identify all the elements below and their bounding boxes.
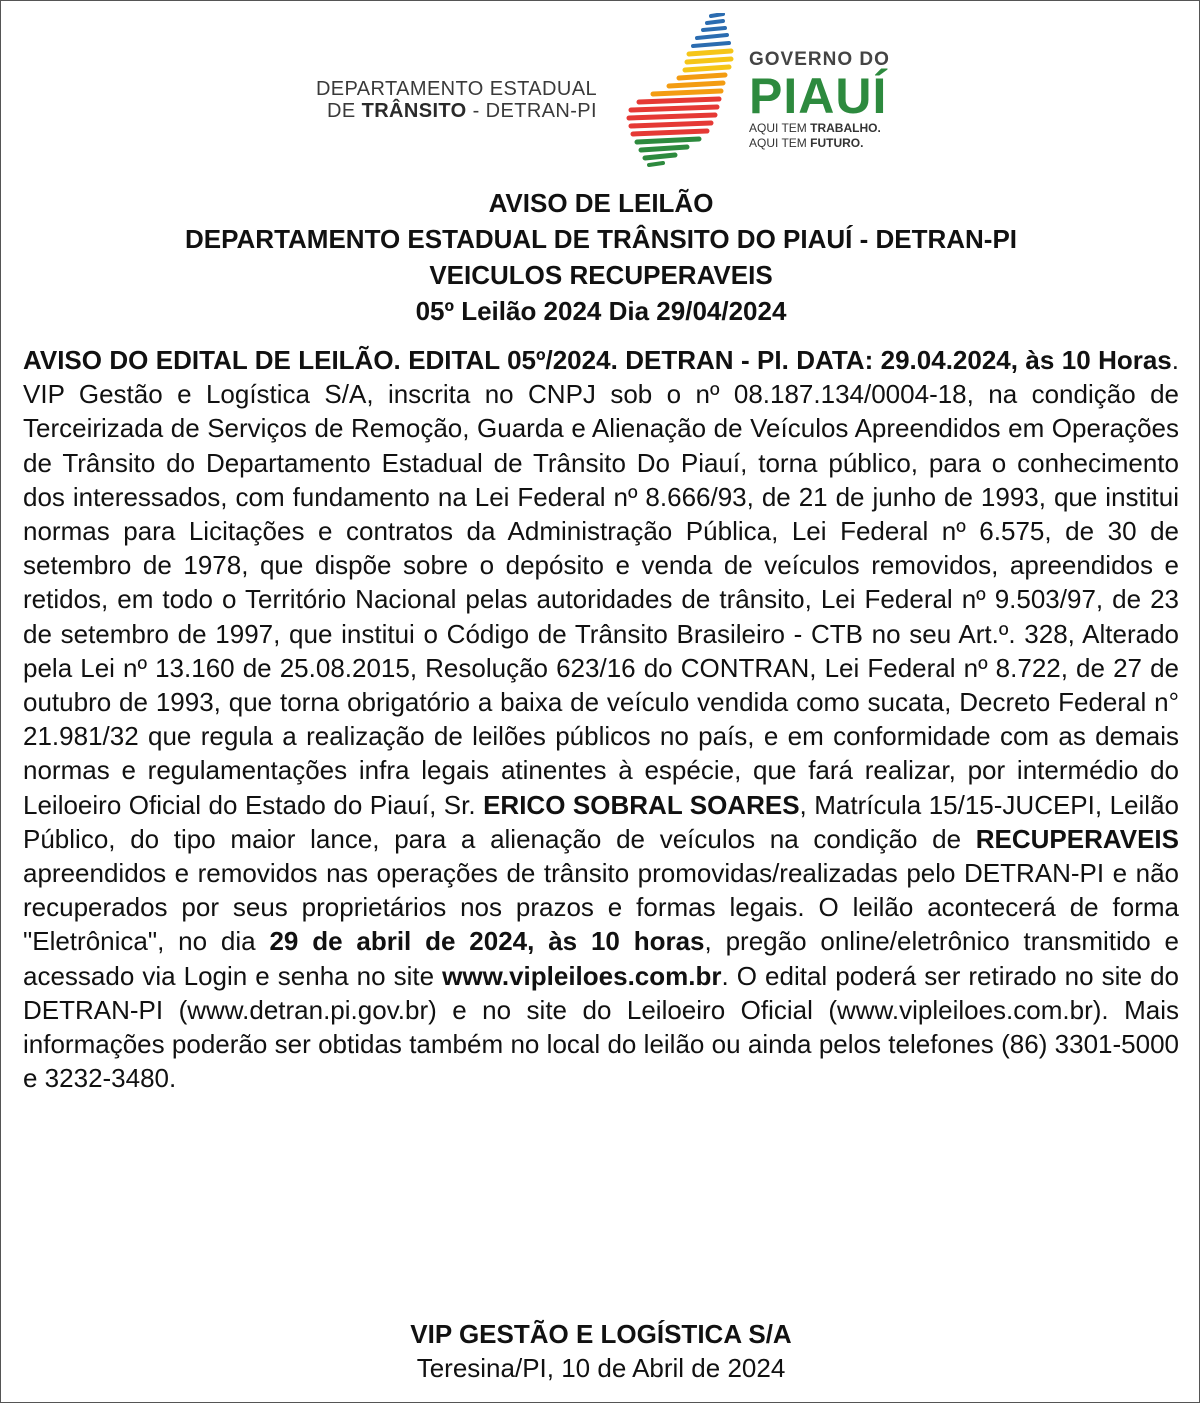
- title-line-2: DEPARTAMENTO ESTADUAL DE TRÂNSITO DO PIAUÍ - DETRAN-PI: [184, 224, 1018, 254]
- signature-place-date: Teresina/PI, 10 de Abril de 2024: [416, 1353, 786, 1383]
- body-text-2: , Matrícula 15/15-JUCEPI, Leilão Público, do tipo maior lance, para a alienação de veículos na condição de: [23, 789, 1179, 854]
- notice-titles: [1, 185, 1200, 329]
- title-line-3: VEICULOS RECUPERAVEIS: [429, 260, 773, 290]
- gov-logo-name: PIAUÍ: [749, 68, 888, 124]
- detran-logo-line1: DEPARTAMENTO ESTADUAL: [315, 78, 597, 100]
- gov-logo-top: GOVERNO DO: [749, 49, 890, 70]
- piaui-map-logo-icon: [623, 13, 743, 169]
- header: [1, 1, 1200, 176]
- gov-logo-tagline-2: AQUI TEM FUTURO.: [749, 136, 864, 150]
- body-text-3: apreendidos e removidos nas operações de trânsito promovidas/realizadas pelo DETRAN-PI e não recuperados por seus proprietários nos prazos e formas legais. O leilão acontecerá de forma "Eletrônica", no dia: [23, 858, 1179, 957]
- body-bold-date: 29 de abril de 2024, às 10 horas: [269, 926, 705, 957]
- body-bold-heading: AVISO DO EDITAL DE LEILÃO. EDITAL 05º/2024. DETRAN - PI. DATA: 29.04.2024, às 10 Horas: [23, 345, 1172, 375]
- notice-body: [23, 343, 1179, 1095]
- detran-logo-line2: DE TRÂNSITO - DETRAN-PI: [327, 100, 597, 122]
- signature-company: VIP GESTÃO E LOGÍSTICA S/A: [410, 1319, 792, 1349]
- title-line-1: AVISO DE LEILÃO: [488, 188, 714, 218]
- title-line-4: 05º Leilão 2024 Dia 29/04/2024: [415, 296, 787, 326]
- body-text-4: , pregão online/eletrônico transmitido e acessado via Login e senha no site: [23, 926, 1180, 991]
- signature-block: [1, 1317, 1200, 1385]
- body-bold-condition: RECUPERAVEIS: [975, 823, 1179, 854]
- governo-piaui-logo: [749, 49, 949, 151]
- body-bold-website: www.vipleiloes.com.br: [442, 960, 722, 991]
- gov-logo-tagline-1: AQUI TEM TRABALHO.: [749, 121, 881, 135]
- body-bold-auctioneer: ERICO SOBRAL SOARES: [483, 789, 800, 820]
- body-text-5: . O edital poderá ser retirado no site do DETRAN-PI (www.detran.pi.gov.br) e no site do Leiloeiro Oficial (www.vipleiloes.com.br). Mais informações poderão ser obtidas também no local do leilão ou ainda pelos telefones (86) 3301-5000 e 3232-3480.: [23, 960, 1179, 1094]
- body-text-1: . VIP Gestão e Logística S/A, inscrita no CNPJ sob o nº 08.187.134/0004-18, na condição de Terceirizada de Serviços de Remoção, Guarda e Alienação de Veículos Apreendidos em Operações de Trânsito do Departamento Estadual de Trânsito Do Piauí, torna público, para o conhecimento dos interessados, com fundamento na Lei Federal nº 8.666/93, de 21 de junho de 1993, que institui normas para Licitações e contratos da Administração Pública, Lei Federal nº 6.575, de 30 de setembro de 1978, que dispõe sobre o depósito e venda de veículos removidos, apreendidos e retidos, em todo o Território Nacional pelas autoridades de trânsito, Lei Federal nº 9.503/97, de 23 de setembro de 1997, que institui o Código de Trânsito Brasileiro - CTB no seu Art.º. 328, Alterado pela Lei nº 13.160 de 25.08.2015, Resolução 623/16 do CONTRAN, Lei Federal nº 8.722, de 27 de outubro de 1993, que torna obrigatório a baixa de veículo vendida como sucata, Decreto Federal n° 21.981/32 que regula a realização de leilões públicos no país, e em conformidade com as demais normas e regulamentações infra legais atinentes à espécie, que fará realizar, por intermédio do Leiloeiro Oficial do Estado do Piauí, Sr.: [23, 345, 1179, 820]
- detran-logo: [297, 78, 597, 122]
